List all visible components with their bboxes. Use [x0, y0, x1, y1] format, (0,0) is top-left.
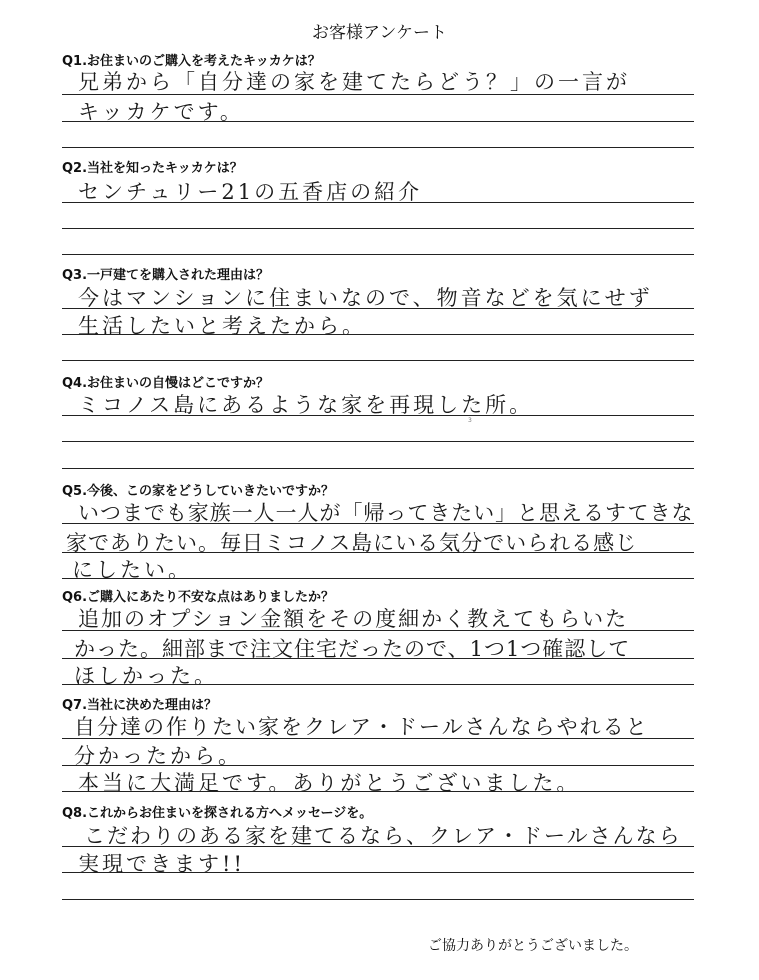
answer-5-line-2: 家でありたい。毎日ミコノス島にいる気分でいられる感じ: [66, 531, 638, 555]
answer-rule: [62, 308, 694, 309]
question-6: Q6.ご購入にあたり不安な点はありましたか？: [62, 590, 335, 605]
answer-rule: [62, 121, 694, 122]
answer-rule: [62, 791, 694, 792]
answer-rule: [62, 360, 694, 361]
answer-1-line-1: 兄弟から「自分達の家を建てたらどう？」の一言が: [78, 70, 630, 94]
answer-7-line-1: 自分達の作りたい家をクレア・ドールさんならやれると: [74, 715, 649, 739]
stray-mark: 3: [468, 417, 472, 424]
question-2: Q2.当社を知ったキッカケは？: [62, 161, 243, 176]
answer-6-line-1: 追加のオプション金額をその度細かく教えてもらいた: [78, 607, 629, 631]
question-1: Q1.お住まいのご購入を考えたキッカケは？: [62, 54, 321, 69]
answer-rule: [62, 202, 694, 203]
answer-8-line-1: こだわりのある家を建てるなら、クレア・ドールさんなら: [84, 824, 682, 848]
answer-rule: [62, 441, 694, 442]
answer-3-line-2: 生活したいと考えたから。: [78, 314, 366, 338]
answer-6-line-3: ほしかった。: [74, 664, 218, 688]
question-8: Q8.これからお住まいを探される方へメッセージを。: [62, 806, 373, 821]
answer-rule: [62, 658, 694, 659]
answer-rule: [62, 738, 694, 739]
answer-4-line-1: ミコノス島にあるような家を再現した所。: [78, 393, 534, 417]
answer-rule: [62, 630, 694, 631]
answer-rule: [62, 552, 694, 553]
answer-5-line-3: にしたい。: [72, 558, 192, 582]
question-3: Q3.一戸建てを購入された理由は？: [62, 268, 270, 283]
answer-rule: [62, 468, 694, 469]
question-4: Q4.お住まいの自慢はどこですか？: [62, 376, 270, 391]
answer-rule: [62, 523, 694, 524]
answer-rule: [62, 846, 694, 847]
answer-3-line-1: 今はマンションに住まいなので、物音などを気にせず: [78, 286, 653, 310]
answer-rule: [62, 334, 694, 335]
question-5: Q5.今後、この家をどうしていきたいですか？: [62, 484, 335, 499]
closing-thanks: ご協力ありがとうございました。: [428, 938, 638, 954]
answer-6-line-2: かった。細部まで注文住宅だったので、1つ1つ確認して: [74, 637, 631, 661]
question-7: Q7.当社に決めた理由は？: [62, 698, 218, 713]
answer-rule: [62, 147, 694, 148]
page-title: お客様アンケート: [312, 23, 447, 43]
answer-5-line-1: いつまでも家族一人一人が「帰ってきたい」と思えるすてきな: [78, 501, 694, 525]
answer-rule: [62, 872, 694, 873]
answer-rule: [62, 228, 694, 229]
answer-rule: [62, 578, 694, 579]
answer-7-line-3: 本当に大満足です。ありがとうございました。: [78, 771, 581, 795]
answer-rule: [62, 94, 694, 95]
answer-7-line-2: 分かったから。: [74, 744, 242, 768]
answer-1-line-2: キッカケです。: [78, 100, 244, 124]
answer-rule: [62, 684, 694, 685]
answer-rule: [62, 254, 694, 255]
answer-8-line-2: 実現できます!!: [78, 852, 245, 876]
answer-rule: [62, 415, 694, 416]
answer-rule: [62, 765, 694, 766]
answer-2-line-1: センチュリー21の五香店の紹介: [78, 180, 423, 204]
answer-rule: [62, 899, 694, 900]
